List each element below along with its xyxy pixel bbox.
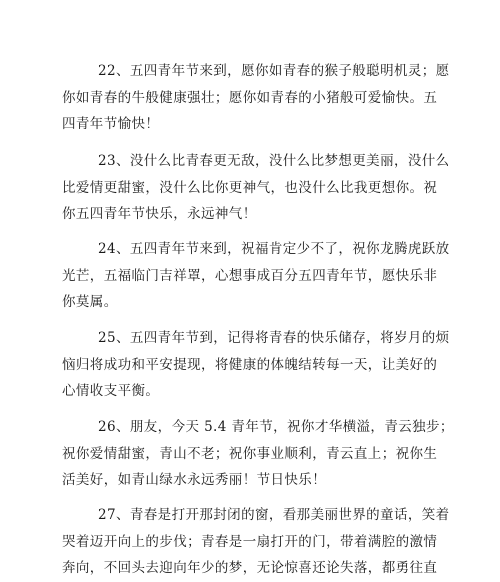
- paragraph-line: 奔向，不回头去迎向年少的梦，无论惊喜还论失落，都勇往直: [62, 560, 438, 576]
- paragraph-line: 恼归将成功和平安提现，将健康的体魄结转每一天，让美好的: [62, 356, 438, 373]
- paragraph-line: 23、没什么比青春更无敌，没什么比梦想更美丽，没什么: [98, 153, 450, 169]
- paragraph-line: 活美好，如青山绿水永远秀丽！节日快乐！: [62, 472, 327, 488]
- paragraph-line: 26、朋友，今天 5.4 青年节，祝你才华横溢，青云独步；: [98, 419, 454, 435]
- paragraph-line: 心情收支平衡。: [62, 383, 160, 399]
- paragraph-line: 你莫属。: [62, 294, 118, 310]
- paragraph-24: [62, 236, 450, 316]
- paragraph-25: [62, 325, 450, 405]
- paragraph-23: [62, 148, 450, 228]
- paragraph-line: 哭着迈开向上的步伐；青春是一扇打开的门，带着满腔的激情: [62, 533, 438, 550]
- paragraph-22: [62, 58, 450, 138]
- paragraph-line: 27、青春是打开那封闭的窗，看那美丽世界的童话，笑着: [98, 507, 450, 523]
- paragraph-line: 24、五四青年节来到，祝福肯定少不了，祝你龙腾虎跃放: [98, 241, 450, 257]
- paragraph-line: 比爱情更甜蜜，没什么比你更神气，也没什么比我更想你。祝: [62, 179, 438, 196]
- paragraph-line: 你五四青年节快乐，永远神气！: [62, 206, 257, 222]
- paragraph-line: 祝你爱情甜蜜，青山不老；祝你事业顺利，青云直上；祝你生: [62, 445, 438, 462]
- paragraph-line: 四青年节愉快！: [62, 116, 160, 132]
- paragraph-line: 你如青春的牛般健康强壮；愿你如青春的小猪般可爱愉快。五: [62, 89, 438, 106]
- paragraph-27: [62, 502, 450, 582]
- paragraph-line: 光芒，五福临门吉祥罩，心想事成百分五四青年节，愿快乐非: [62, 267, 438, 284]
- paragraph-26: [62, 414, 454, 494]
- paragraph-line: 25、五四青年节到，记得将青春的快乐储存，将岁月的烦: [98, 330, 450, 346]
- paragraph-line: 22、五四青年节来到，愿你如青春的猴子般聪明机灵；愿: [98, 63, 450, 79]
